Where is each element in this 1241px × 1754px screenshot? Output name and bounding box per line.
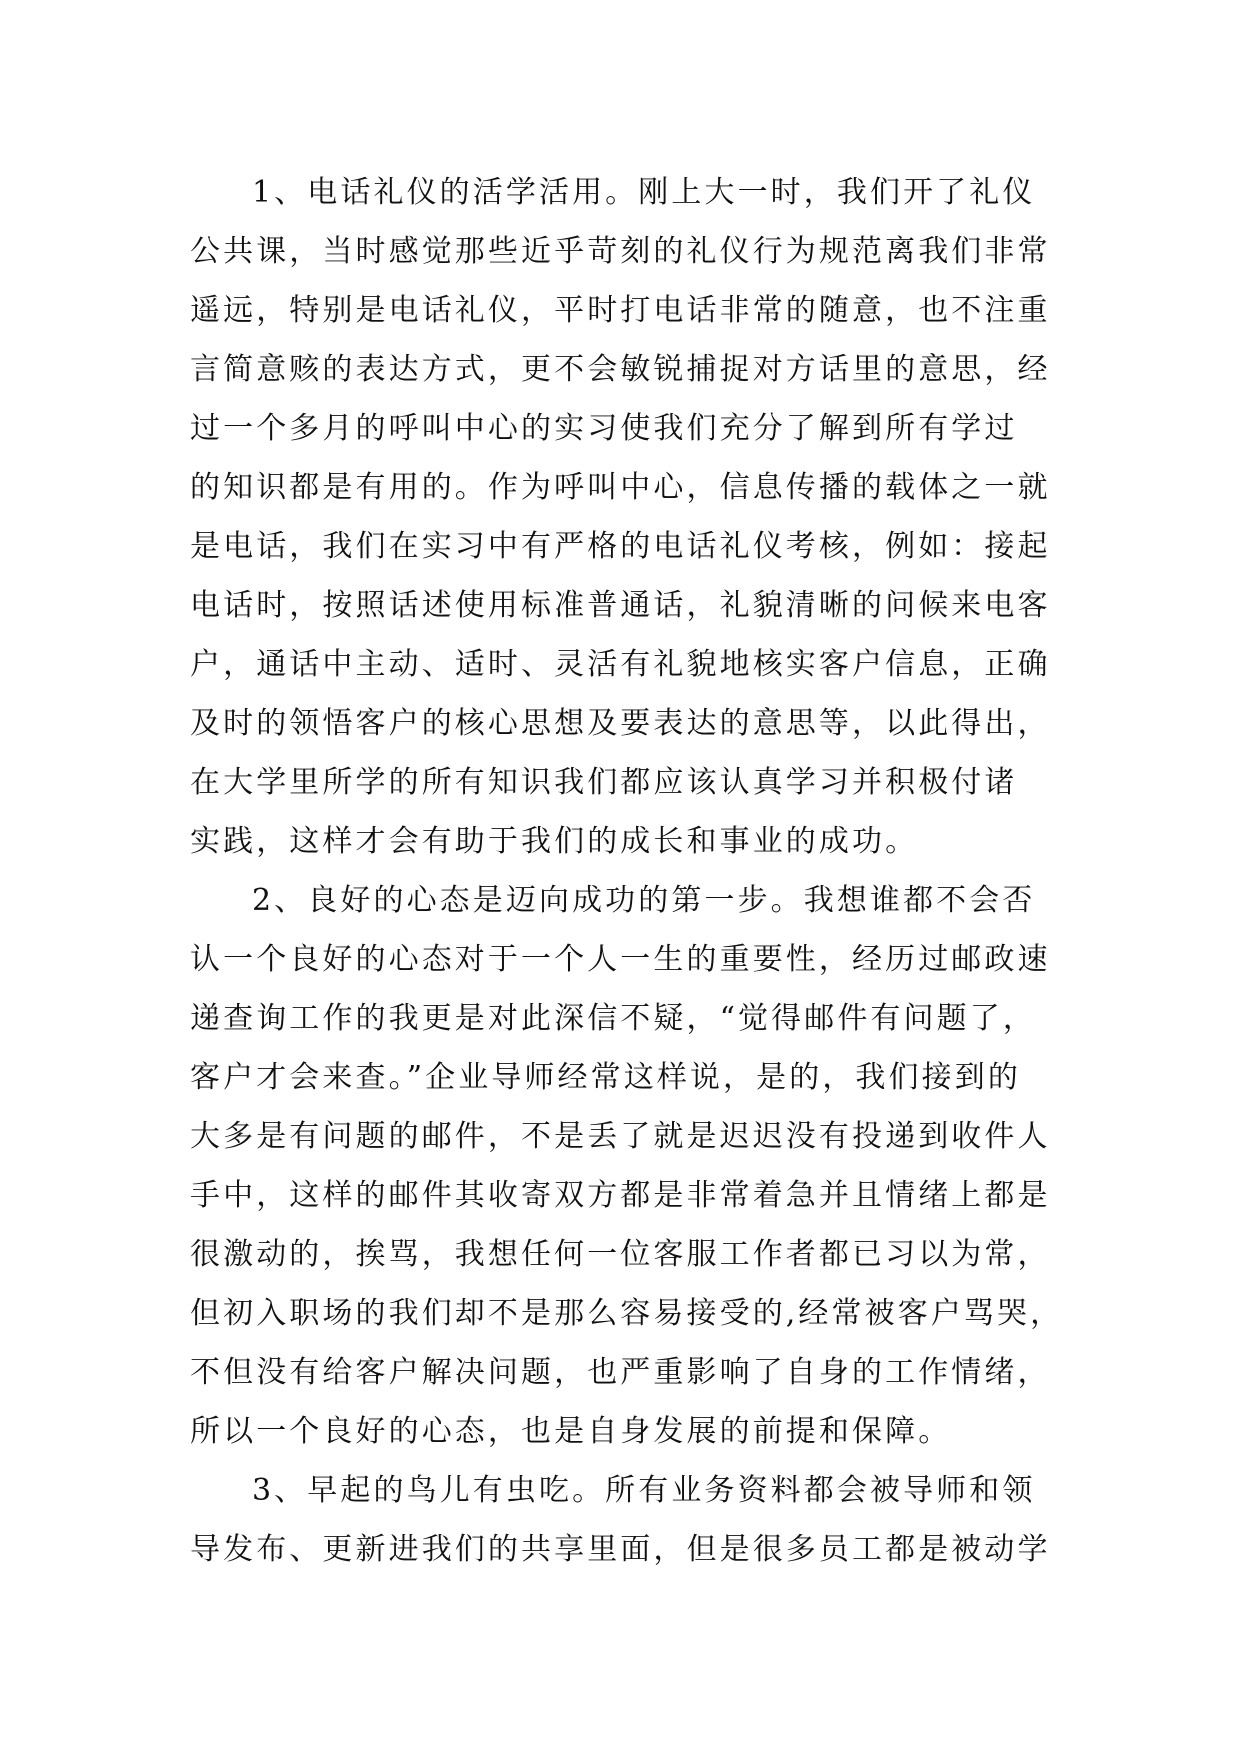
text-line: 1、电话礼仪的活学活用。刚上大一时，我们开了礼仪 — [252, 175, 1036, 210]
text-line: 不但没有给客户解决问题，也严重影响了自身的工作情绪， — [190, 1355, 1051, 1390]
text-line: 递查询工作的我更是对此深信不疑，“觉得邮件有问题了， — [190, 1001, 1036, 1036]
paragraph-early-bird — [190, 1461, 1052, 1579]
text-line: 导发布、更新进我们的共享里面，但是很多员工都是被动学 — [190, 1532, 1051, 1567]
text-line: 客户才会来查。”企业导师经常这样说，是的，我们接到的 — [190, 1060, 1021, 1095]
paragraph-telephone-etiquette — [190, 163, 1052, 871]
text-line: 户，通话中主动、适时、灵活有礼貌地核实客户信息，正确 — [190, 647, 1051, 682]
paragraph-good-attitude — [190, 871, 1064, 1461]
text-line: 过一个多月的呼叫中心的实习使我们充分了解到所有学过 — [190, 411, 1018, 446]
text-line: 公共课，当时感觉那些近乎苛刻的礼仪行为规范离我们非常 — [190, 234, 1051, 269]
text-line: 手中，这样的邮件其收寄双方都是非常着急并且情绪上都是 — [190, 1178, 1051, 1213]
document-body — [190, 163, 1064, 1579]
text-line: 2、良好的心态是迈向成功的第一步。我想谁都不会否 — [252, 883, 1036, 918]
text-line: 实践，这样才会有助于我们的成长和事业的成功。 — [190, 824, 919, 859]
text-line: 是电话，我们在实习中有严格的电话礼仪考核，例如：接起 — [190, 529, 1051, 564]
text-line: 言简意赅的表达方式，更不会敏锐捕捉对方话里的意思，经 — [190, 352, 1051, 387]
text-line: 在大学里所学的所有知识我们都应该认真学习并积极付诸 — [190, 765, 1018, 800]
text-line: 电话时，按照话述使用标准普通话，礼貌清晰的问候来电客 — [190, 588, 1051, 623]
text-line: 的知识都是有用的。作为呼叫中心，信息传播的载体之一就 — [190, 470, 1051, 505]
text-line: 所以一个良好的心态，也是自身发展的前提和保障。 — [190, 1414, 952, 1449]
text-line: 及时的领悟客户的核心思想及要表达的意思等，以此得出， — [190, 706, 1051, 741]
text-line: 大多是有问题的邮件，不是丢了就是迟迟没有投递到收件人 — [190, 1119, 1051, 1154]
text-line: 3、早起的鸟儿有虫吃。所有业务资料都会被导师和领 — [252, 1473, 1036, 1508]
text-line: 但初入职场的我们却不是那么容易接受的,经常被客户骂哭， — [190, 1296, 1064, 1331]
text-line: 遥远，特别是电话礼仪，平时打电话非常的随意，也不注重 — [190, 293, 1051, 328]
text-line: 认一个良好的心态对于一个人一生的重要性，经历过邮政速 — [190, 942, 1051, 977]
text-line: 很激动的，挨骂，我想任何一位客服工作者都已习以为常， — [190, 1237, 1051, 1272]
